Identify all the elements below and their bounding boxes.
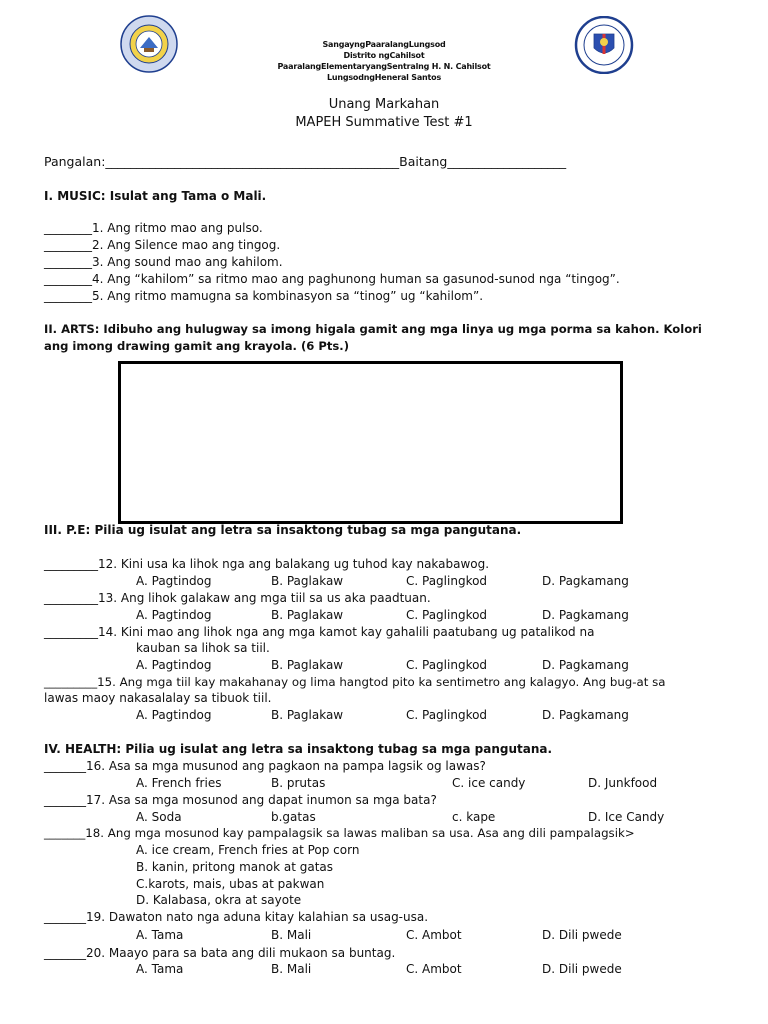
pe-q12-option-a[interactable]: A. Pagtindog <box>136 574 212 588</box>
health-q18-option-d[interactable]: D. Kalabasa, okra at sayote <box>136 893 302 907</box>
pe-q15-option-c[interactable]: C. Paglingkod <box>406 708 488 722</box>
pe-heading: III. P.E: Pilia ug isulat ang letra sa insaktong tubag sa mga pangutana. <box>44 523 522 537</box>
pe-q13-option-b[interactable]: B. Paglakaw <box>271 608 344 622</box>
music-item-2[interactable]: ________2. Ang Silence mao ang tingog. <box>44 238 281 252</box>
drawing-box[interactable] <box>118 361 623 524</box>
arts-heading-line1: II. ARTS: Idibuho ang hulugway sa imong higala gamit ang mga linya ug mga porma sa kahon. Kolori <box>44 322 702 336</box>
health-question-18[interactable]: _______18. Ang mga mosunod kay pampalagsik sa lawas maliban sa usa. Asa ang dili pampalagsik> <box>44 826 635 840</box>
grade-field[interactable]: ___________________ <box>447 154 567 169</box>
pe-q13-option-a[interactable]: A. Pagtindog <box>136 608 212 622</box>
pe-q15-option-d[interactable]: D. Pagkamang <box>542 708 629 722</box>
health-question-17[interactable]: _______17. Asa sa mga mosunod ang dapat inumon sa mga bata? <box>44 793 437 807</box>
pe-q14-option-b[interactable]: B. Paglakaw <box>271 658 344 672</box>
name-field[interactable]: _______________________________________________ <box>105 154 400 169</box>
health-q18-option-b[interactable]: B. kanin, pritong manok at gatas <box>136 860 334 874</box>
music-heading: I. MUSIC: Isulat ang Tama o Mali. <box>44 189 267 203</box>
health-q16-option-c[interactable]: C. ice candy <box>452 776 526 790</box>
music-item-1[interactable]: ________1. Ang ritmo mao ang pulso. <box>44 221 263 235</box>
pe-q15-option-b[interactable]: B. Paglakaw <box>271 708 344 722</box>
header-line-division: SangayngPaaralangLungsod <box>322 40 446 49</box>
health-q19-option-a[interactable]: A. Tama <box>136 928 184 942</box>
health-q17-option-b[interactable]: b.gatas <box>271 810 316 824</box>
header-line-school: PaaralangElementaryangSentralng H. N. Cahilsot <box>277 62 491 71</box>
health-q16-option-a[interactable]: A. French fries <box>136 776 222 790</box>
health-q16-option-b[interactable]: B. prutas <box>271 776 326 790</box>
health-q19-option-d[interactable]: D. Dili pwede <box>542 928 622 942</box>
health-q17-option-c[interactable]: c. kape <box>452 810 496 824</box>
music-item-5[interactable]: ________5. Ang ritmo mamugna sa kombinasyon sa “tinog” ug “kahilom”. <box>44 289 484 303</box>
pe-question-14[interactable]: _________14. Kini mao ang lihok nga ang mga kamot kay gahalili paatubang ug patalikod na <box>44 625 595 639</box>
health-question-19[interactable]: _______19. Dawaton nato nga aduna kitay kalahian sa usag-usa. <box>44 910 429 924</box>
health-q17-option-d[interactable]: D. Ice Candy <box>588 810 665 824</box>
pe-question-15-cont: lawas maoy nakasalalay sa tibuok tiil. <box>44 691 272 705</box>
name-label: Pangalan: <box>44 154 106 169</box>
pe-q14-option-d[interactable]: D. Pagkamang <box>542 658 629 672</box>
pe-q13-option-c[interactable]: C. Paglingkod <box>406 608 488 622</box>
arts-heading-line2: ang imong drawing gamit ang krayola. (6 Pts.) <box>44 339 350 353</box>
test-title: MAPEH Summative Test #1 <box>295 115 473 130</box>
health-question-16[interactable]: _______16. Asa sa mga musunod ang pagkaon na pampa lagsik og lawas? <box>44 759 486 773</box>
pe-q14-option-c[interactable]: C. Paglingkod <box>406 658 488 672</box>
student-info-line <box>44 154 566 170</box>
pe-question-12[interactable]: _________12. Kini usa ka lihok nga ang balakang ug tuhod kay nakabawog. <box>44 557 490 571</box>
pe-q12-option-d[interactable]: D. Pagkamang <box>542 574 629 588</box>
health-q16-option-d[interactable]: D. Junkfood <box>588 776 658 790</box>
music-item-4[interactable]: ________4. Ang “kahilom” sa ritmo mao ang paghunong human sa gasunod-sunod nga “tingog”. <box>44 272 620 286</box>
quarter-title: Unang Markahan <box>328 97 440 112</box>
pe-q13-option-d[interactable]: D. Pagkamang <box>542 608 629 622</box>
health-q20-option-a[interactable]: A. Tama <box>136 962 184 976</box>
health-q20-option-c[interactable]: C. Ambot <box>406 962 462 976</box>
pe-q12-option-b[interactable]: B. Paglakaw <box>271 574 344 588</box>
pe-question-13[interactable]: _________13. Ang lihok galakaw ang mga tiil sa us aka paadtuan. <box>44 591 431 605</box>
pe-q12-option-c[interactable]: C. Paglingkod <box>406 574 488 588</box>
health-q19-option-b[interactable]: B. Mali <box>271 928 312 942</box>
health-q19-option-c[interactable]: C. Ambot <box>406 928 462 942</box>
pe-q14-option-a[interactable]: A. Pagtindog <box>136 658 212 672</box>
music-item-3[interactable]: ________3. Ang sound mao ang kahilom. <box>44 255 283 269</box>
grade-label: Baitang <box>399 154 448 169</box>
health-q18-option-a[interactable]: A. ice cream, French fries at Pop corn <box>136 843 360 857</box>
pe-q15-option-a[interactable]: A. Pagtindog <box>136 708 212 722</box>
health-q18-option-c[interactable]: C.karots, mais, ubas at pakwan <box>136 877 325 891</box>
health-heading: IV. HEALTH: Pilia ug isulat ang letra sa insaktong tubag sa mga pangutana. <box>44 742 553 756</box>
health-q17-option-a[interactable]: A. Soda <box>136 810 182 824</box>
header-line-city: LungsodngHeneral Santos <box>326 73 442 82</box>
health-question-20[interactable]: _______20. Maayo para sa bata ang dili mukaon sa buntag. <box>44 946 396 960</box>
health-q20-option-b[interactable]: B. Mali <box>271 962 312 976</box>
health-q20-option-d[interactable]: D. Dili pwede <box>542 962 622 976</box>
pe-question-14-cont: kauban sa lihok sa tiil. <box>136 641 270 655</box>
pe-question-15[interactable]: _________15. Ang mga tiil kay makahanay og lima hangtod pito ka sentimetro ang kalagyo. Ang bug-at sa <box>44 675 666 689</box>
header-line-district: Distrito ngCahilsot <box>343 51 425 60</box>
